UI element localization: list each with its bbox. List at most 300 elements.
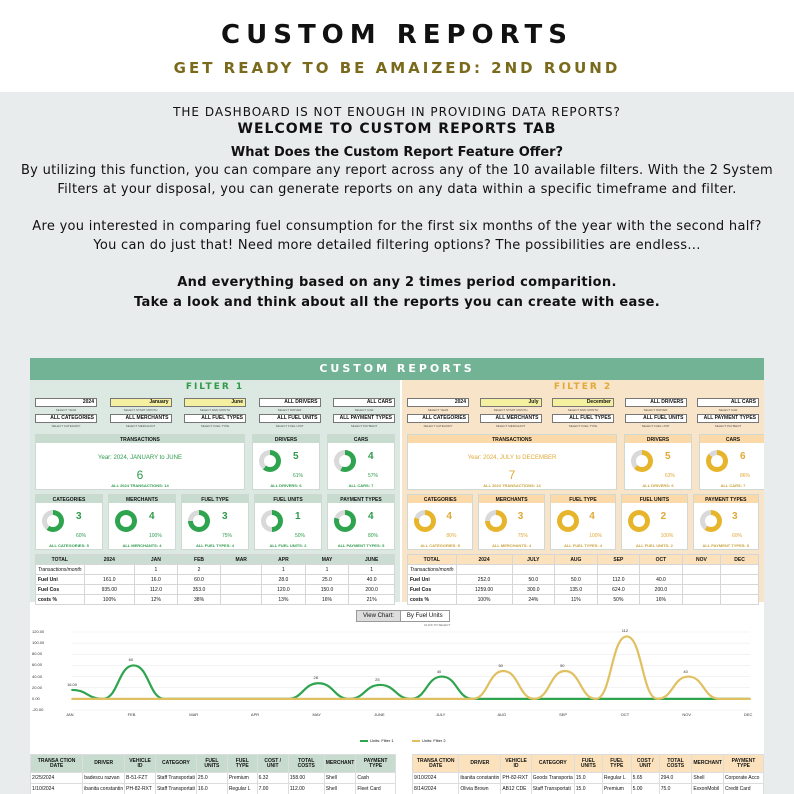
filter1-kpi-value: 3 xyxy=(222,511,228,522)
filter1-transactions-value: 6 xyxy=(136,468,144,482)
filter2-kpi-value: 3 xyxy=(731,511,738,522)
filter2-cell xyxy=(682,575,720,585)
filter2-cell xyxy=(597,565,640,575)
filter2-kpi-footer: ALL FUEL TYPES: 4 xyxy=(563,543,603,548)
table-cell: 7.00 xyxy=(257,784,288,794)
filter2-fuel-units-box xyxy=(621,494,687,550)
data-point xyxy=(472,698,474,700)
filter1-kpi-pct: 60% xyxy=(76,533,87,539)
filter2-year-hint: SELECT YEAR xyxy=(427,408,449,412)
filter2-section xyxy=(402,380,764,602)
filter2-kpi-value: 2 xyxy=(660,511,667,522)
data-point xyxy=(133,698,135,700)
filter1-cell: 16.0 xyxy=(135,575,178,585)
intro-para2: Are you interested in comparing fuel consumption for the first six months of the year with the second half? You can do just that! Need more detailed filtering options? The possibilities are endless... xyxy=(32,219,762,253)
table-cell: Fleet Card xyxy=(356,784,396,794)
filter1-cars-box xyxy=(327,434,395,490)
filter1-cell: 38% xyxy=(177,595,221,605)
sheet-banner: CUSTOM REPORTS xyxy=(30,358,764,380)
filter2-cell: 200.0 xyxy=(640,585,683,595)
filter1-fuel-units-box xyxy=(254,494,322,550)
filter2-cell xyxy=(721,565,759,575)
filter1-start-hint: SELECT START MONTH xyxy=(123,408,158,412)
table-row[interactable] xyxy=(31,784,396,794)
filter2-cell: 16% xyxy=(640,595,683,605)
filter2-row-total: 252.0 xyxy=(456,575,512,585)
filter1-cell: 120.0 xyxy=(262,585,306,595)
legend-swatch xyxy=(412,740,420,742)
filter1-title: FILTER 1 xyxy=(185,382,245,392)
filter2-kpi-pct: 86% xyxy=(740,473,751,479)
table-cell: 25.0 xyxy=(196,773,227,784)
filter1-row-total: 100% xyxy=(84,595,135,605)
filter2-kpi-value: 3 xyxy=(517,511,524,522)
filter2-cell: 50.0 xyxy=(512,575,555,585)
table-cell: ExxonMobil xyxy=(692,784,724,794)
table-cell: Shell xyxy=(692,773,724,784)
filter2-donut-icon xyxy=(631,450,653,472)
table-cell: Olivia Brown xyxy=(459,784,501,794)
filter1-kpi-title: FUEL UNITS xyxy=(255,495,321,503)
table-header-6: COST / UNIT xyxy=(257,755,288,773)
series-line-1 xyxy=(72,665,750,698)
filter2-kpi-title: CARS xyxy=(700,435,764,443)
filter1-cell: 25.0 xyxy=(305,575,349,585)
filter1-units-dropdown[interactable]: ALL FUEL UNITS xyxy=(259,414,321,423)
filter2-kpi-footer: ALL DRIVERS: 6 xyxy=(642,483,674,488)
filter2-kpi-pct: 75% xyxy=(517,533,528,539)
data-label: 60 xyxy=(128,657,134,663)
table-header-7: TOTAL COSTS xyxy=(288,755,324,773)
filter1-donut-icon xyxy=(334,510,356,532)
legend-item xyxy=(360,738,394,743)
legend-swatch xyxy=(360,740,368,742)
filter1-categories-dropdown[interactable]: ALL CATEGORIES xyxy=(35,414,97,423)
filter1-cell xyxy=(221,595,262,605)
table-cell: Premium xyxy=(602,784,631,794)
filter2-row-total xyxy=(456,565,512,575)
filter2-fuel-hint: SELECT FUEL TYPE xyxy=(568,424,598,428)
filter2-month-header: OCT xyxy=(640,555,683,565)
data-point xyxy=(533,698,535,700)
filter1-cell xyxy=(221,585,262,595)
filter2-categories-hint: SELECT CATEGORY xyxy=(423,424,453,428)
x-tick-label: MAR xyxy=(189,712,199,717)
filter1-payment-dropdown[interactable]: ALL PAYMENT TYPES xyxy=(333,414,395,423)
data-point xyxy=(133,665,135,667)
table-row[interactable] xyxy=(31,773,396,784)
table-cell: Staff Transportati xyxy=(531,784,574,794)
filter1-kpi-title: FUEL TYPE xyxy=(182,495,248,503)
filter2-drivers-dropdown[interactable]: ALL DRIVERS xyxy=(625,398,687,407)
filter2-transactions-box xyxy=(407,434,617,490)
filter2-cell: 40.0 xyxy=(640,575,683,585)
table-header-0: TRANSA CTION DATE xyxy=(413,755,459,773)
table-cell: 2/25/2024 xyxy=(31,773,83,784)
filter1-section xyxy=(30,380,400,602)
filter1-cell xyxy=(221,575,262,585)
table-row[interactable] xyxy=(413,773,764,784)
filter2-table-year: 2024 xyxy=(456,555,512,565)
data-label: 112 xyxy=(621,628,629,634)
table-cell: Shell xyxy=(324,784,356,794)
table-header-5: FUEL TYPE xyxy=(227,755,257,773)
intro-para1: By utilizing this function, you can compare any report across any of the 10 available filters. With the 2 System Filters at your disposal, you can generate reports on any data within a specific timeframe and filter. xyxy=(20,163,774,197)
table-cell: 112.00 xyxy=(288,784,324,794)
y-tick-label: 100.00 xyxy=(32,640,45,646)
table-row[interactable] xyxy=(413,784,764,794)
y-tick-label: 60.00 xyxy=(32,662,43,668)
filter2-start-hint: SELECT START MONTH xyxy=(493,408,528,412)
filter1-kpi-value: 4 xyxy=(368,511,374,522)
filter1-cell: 1 xyxy=(135,565,178,575)
filter1-row-label: Fuel Uni xyxy=(36,575,85,585)
custom-reports-sheet xyxy=(30,358,764,794)
data-label: 40 xyxy=(683,668,688,674)
filter1-month-header: FEB xyxy=(177,555,221,565)
filter2-transactions-title: TRANSACTIONS xyxy=(408,435,616,443)
filter1-data-table xyxy=(30,754,396,794)
filter2-kpi-title: FUEL TYPE xyxy=(551,495,615,503)
filter2-cars-dropdown[interactable]: ALL CARS xyxy=(697,398,759,407)
filter1-kpi-footer: ALL FUEL UNITS: 2 xyxy=(269,543,307,548)
data-point xyxy=(687,676,689,678)
y-tick-label: 0.00 xyxy=(32,695,40,701)
table-cell: Staff Transportati xyxy=(155,773,196,784)
filter2-cell: 135.0 xyxy=(555,585,598,595)
table-header-2: VEHICLE ID xyxy=(501,755,531,773)
table-cell: 6.32 xyxy=(257,773,288,784)
filter2-kpi-footer: ALL CATEGORIES: 5 xyxy=(420,543,461,548)
filter2-cell: 624.0 xyxy=(597,585,640,595)
filter2-donut-icon xyxy=(485,510,507,532)
filter2-cell xyxy=(682,565,720,575)
filter1-cell: 150.0 xyxy=(305,585,349,595)
table-cell: 16.0 xyxy=(196,784,227,794)
filter1-transactions-footer: ALL 2024 TRANSACTIONS: 14 xyxy=(111,483,169,488)
filter1-year-dropdown[interactable]: 2024 xyxy=(35,398,97,407)
data-point xyxy=(564,670,566,672)
table-header-7: TOTAL COSTS xyxy=(659,755,692,773)
legend-item xyxy=(412,738,446,743)
table-cell: 158.00 xyxy=(288,773,324,784)
filter2-cell: 50% xyxy=(597,595,640,605)
filter1-categories-box xyxy=(35,494,103,550)
filter2-cell: 11% xyxy=(555,595,598,605)
table-header-9: PAYMENT TYPE xyxy=(723,755,763,773)
table-cell: Corporate Acco xyxy=(723,773,763,784)
x-tick-label: MAY xyxy=(312,712,321,717)
filter1-merchants-dropdown[interactable]: ALL MERCHANTS xyxy=(110,414,172,423)
filter1-kpi-footer: ALL DRIVERS: 6 xyxy=(270,483,302,488)
filter2-kpi-value: 5 xyxy=(665,451,671,462)
filter2-fuel-dropdown[interactable]: ALL FUEL TYPES xyxy=(552,414,614,423)
filter1-kpi-value: 1 xyxy=(295,511,301,522)
legend-label: Units: Filter 1 xyxy=(370,738,394,743)
filter1-cell: 12% xyxy=(135,595,178,605)
filter1-table-year: 2024 xyxy=(84,555,135,565)
data-point xyxy=(256,698,258,700)
filter1-row-total: 161.0 xyxy=(84,575,135,585)
table-cell: 1/10/2024 xyxy=(31,784,83,794)
data-label: 25 xyxy=(375,676,380,682)
view-chart-hint: CLICK TO SELECT xyxy=(424,623,451,627)
filter1-month-header: MAR xyxy=(221,555,262,565)
filter2-kpi-title: FUEL UNITS xyxy=(622,495,686,503)
filter2-cell xyxy=(640,565,683,575)
filter1-donut-icon xyxy=(334,450,356,472)
view-chart-value[interactable]: By Fuel Units xyxy=(406,613,443,619)
table-cell: Regular L xyxy=(602,773,631,784)
data-point xyxy=(194,698,196,700)
y-tick-label: 20.00 xyxy=(32,684,43,690)
data-point xyxy=(564,698,566,700)
legend-label: Units: Filter 2 xyxy=(422,738,446,743)
table-cell: 8/14/2024 xyxy=(413,784,459,794)
table-cell: Staff Transportati xyxy=(155,784,196,794)
filter2-cell xyxy=(555,565,598,575)
filter2-transactions-range: Year: 2024, JULY to DECEMBER xyxy=(467,455,557,461)
filter1-kpi-footer: ALL MERCHANTS: 4 xyxy=(122,543,162,548)
filter1-monthly-table xyxy=(35,554,395,605)
filter1-merchants-box xyxy=(108,494,176,550)
filter2-kpi-pct: 100% xyxy=(589,533,602,539)
filter1-cell: 60.0 xyxy=(177,575,221,585)
filter1-units-hint: SELECT FUEL UNIT xyxy=(275,424,304,428)
x-tick-label: SEP xyxy=(559,712,568,717)
table-header-2: VEHICLE ID xyxy=(125,755,156,773)
data-point xyxy=(657,698,659,700)
filter2-table-total-label: TOTAL xyxy=(408,555,457,565)
data-point xyxy=(503,698,505,700)
filter1-end-dropdown[interactable]: June xyxy=(184,398,246,407)
table-cell: Cash xyxy=(356,773,396,784)
data-point xyxy=(687,698,689,700)
y-tick-label: 80.00 xyxy=(32,651,43,657)
filter2-row-label: Transactions/month xyxy=(408,565,457,575)
data-label: 16.00 xyxy=(67,681,78,687)
table-header-8: MERCHANT xyxy=(692,755,724,773)
filter2-kpi-title: DRIVERS xyxy=(625,435,691,443)
filter2-cell: 50.0 xyxy=(555,575,598,585)
series-line-2 xyxy=(72,636,750,698)
intro-question: What Does the Custom Report Feature Offer? xyxy=(230,145,564,160)
filter1-kpi-title: CARS xyxy=(328,435,394,443)
table-cell: AB12 CDE xyxy=(501,784,531,794)
filter2-kpi-value: 4 xyxy=(589,511,595,522)
filter2-data-table xyxy=(412,754,764,794)
filter2-transactions-footer: ALL 2024 TRANSACTIONS: 14 xyxy=(483,483,541,488)
filter1-kpi-pct: 50% xyxy=(295,533,306,539)
filter1-kpi-title: DRIVERS xyxy=(253,435,319,443)
filter1-donut-icon xyxy=(115,510,137,532)
filter1-month-header: JAN xyxy=(135,555,178,565)
x-tick-label: APR xyxy=(250,712,260,717)
filter1-row-label: costs % xyxy=(36,595,85,605)
filter1-kpi-pct: 80% xyxy=(368,533,379,539)
table-cell: Goods Transporta xyxy=(531,773,574,784)
filter1-donut-icon xyxy=(188,510,210,532)
filter2-kpi-value: 6 xyxy=(740,451,746,462)
y-tick-label: 120.00 xyxy=(32,629,45,634)
filter2-month-header: DEC xyxy=(721,555,759,565)
filter1-transactions-range: Year: 2024, JANUARY to JUNE xyxy=(98,455,182,461)
filter1-transactions-title: TRANSACTIONS xyxy=(36,435,244,443)
filter2-cell xyxy=(682,585,720,595)
filter1-kpi-pct: 57% xyxy=(368,473,379,479)
filter1-categories-hint: SELECT CATEGORY xyxy=(51,424,81,428)
filter1-cell: 112.0 xyxy=(135,585,178,595)
filter2-donut-icon xyxy=(706,450,728,472)
filter1-cell: 16% xyxy=(305,595,349,605)
filter2-donut-icon xyxy=(557,510,579,532)
filter2-merchants-dropdown[interactable]: ALL MERCHANTS xyxy=(480,414,542,423)
filter2-title: FILTER 2 xyxy=(553,382,613,392)
intro-bold1: And everything based on any 2 times period comparition. xyxy=(177,275,617,290)
view-chart-label: View Chart: xyxy=(357,611,401,621)
filter1-kpi-pct: 100% xyxy=(149,533,162,539)
filter1-cell: 1 xyxy=(305,565,349,575)
filter1-fuel-dropdown[interactable]: ALL FUEL TYPES xyxy=(184,414,246,423)
intro-section xyxy=(20,104,774,313)
filter1-payment-types-box xyxy=(327,494,395,550)
filter2-payment-dropdown[interactable]: ALL PAYMENT TYPES xyxy=(697,414,759,423)
filter2-kpi-pct: 63% xyxy=(665,473,676,479)
data-point xyxy=(71,689,73,691)
filter1-transactions-box xyxy=(35,434,245,490)
view-chart-selector[interactable] xyxy=(356,610,450,622)
filter2-payment-types-box xyxy=(693,494,759,550)
filter2-kpi-title: CATEGORIES xyxy=(408,495,472,503)
filter2-categories-dropdown[interactable]: ALL CATEGORIES xyxy=(407,414,469,423)
filter1-cars-dropdown[interactable]: ALL CARS xyxy=(333,398,395,407)
table-cell: Shell xyxy=(324,773,356,784)
filter2-kpi-title: MERCHANTS xyxy=(479,495,543,503)
x-tick-label: FEB xyxy=(127,712,136,717)
x-tick-label: AUG xyxy=(497,712,507,717)
filter1-kpi-value: 3 xyxy=(76,511,82,522)
data-point xyxy=(102,698,104,700)
filter2-kpi-pct: 60% xyxy=(731,533,742,539)
filter2-row-total: 1259.00 xyxy=(456,585,512,595)
data-point xyxy=(318,698,320,700)
x-tick-label: DEC xyxy=(744,712,753,717)
filter1-kpi-footer: ALL CATEGORIES: 5 xyxy=(49,543,89,548)
filter1-kpi-pct: 75% xyxy=(222,533,233,539)
table-cell: Credit Card xyxy=(723,784,763,794)
data-point xyxy=(595,698,597,700)
filter1-start-dropdown[interactable]: January xyxy=(110,398,172,407)
chart-plot-area xyxy=(30,624,764,750)
table-header-1: DRIVER xyxy=(83,755,125,773)
filter2-monthly-table xyxy=(407,554,759,605)
filter2-month-header: NOV xyxy=(682,555,720,565)
filter2-cell: 300.0 xyxy=(512,585,555,595)
table-header-3: CATEGORY xyxy=(531,755,574,773)
data-point xyxy=(164,698,166,700)
filter1-fuel-type-box xyxy=(181,494,249,550)
filter2-month-header: JULY xyxy=(512,555,555,565)
filter1-cell: 28.0 xyxy=(262,575,306,585)
data-point xyxy=(318,682,320,684)
filter2-row-label: Fuel Cos xyxy=(408,585,457,595)
filter1-cell: 21% xyxy=(349,595,395,605)
filter2-payment-hint: SELECT PAYMENT xyxy=(714,424,742,428)
table-cell: 5.65 xyxy=(631,773,659,784)
filter2-units-hint: SELECT FUEL UNIT xyxy=(641,424,670,428)
filter1-table-total-label: TOTAL xyxy=(36,555,85,565)
filter1-kpi-value: 4 xyxy=(368,451,374,462)
table-header-0: TRANSA CTION DATE xyxy=(31,755,83,773)
filter1-row-total: 935.00 xyxy=(84,585,135,595)
filter1-drivers-hint: SELECT DRIVER xyxy=(277,408,302,412)
y-tick-label: 40.00 xyxy=(32,673,43,679)
x-tick-label: JULY xyxy=(435,712,446,717)
page-header xyxy=(0,0,794,92)
data-point xyxy=(441,676,443,678)
filter1-kpi-footer: ALL CARS: 7 xyxy=(348,483,374,488)
filter2-kpi-pct: 80% xyxy=(446,533,457,539)
data-point xyxy=(225,698,227,700)
filter2-cars-hint: SELECT CAR xyxy=(718,408,738,412)
data-label: 50 xyxy=(498,663,503,668)
filter1-cell: 1 xyxy=(262,565,306,575)
data-point xyxy=(410,698,412,700)
filter1-cell: 2 xyxy=(177,565,221,575)
table-header-4: FUEL UNITS xyxy=(196,755,227,773)
filter1-donut-icon xyxy=(259,450,281,472)
x-tick-label: JAN xyxy=(66,712,74,717)
y-tick-label: -20.00 xyxy=(32,707,44,712)
table-cell: 294.0 xyxy=(659,773,692,784)
filter1-month-header: JUNE xyxy=(349,555,395,565)
data-point xyxy=(71,698,73,700)
filter2-merchants-hint: SELECT MERCHANT xyxy=(495,424,526,428)
filter1-kpi-title: CATEGORIES xyxy=(36,495,102,503)
filter2-cell xyxy=(721,595,759,605)
table-cell: ibanita constantin xyxy=(83,784,125,794)
data-label: 50 xyxy=(560,663,565,668)
filter2-merchants-box xyxy=(478,494,544,550)
filter1-cell xyxy=(221,565,262,575)
table-cell: 9/10/2024 xyxy=(413,773,459,784)
filter1-kpi-footer: ALL FUEL TYPES: 4 xyxy=(195,543,235,548)
filter2-donut-icon xyxy=(700,510,722,532)
filter2-kpi-value: 4 xyxy=(446,511,452,522)
filter2-cars-box xyxy=(699,434,764,490)
filter1-cell: 200.0 xyxy=(349,585,395,595)
table-header-8: MERCHANT xyxy=(324,755,356,773)
filter1-cell: 353.0 xyxy=(177,585,221,595)
table-cell: PH-82-RXT xyxy=(125,784,156,794)
filter2-end-dropdown[interactable]: December xyxy=(552,398,614,407)
filter2-transactions-value: 7 xyxy=(508,468,516,482)
filter2-units-dropdown[interactable]: ALL FUEL UNITS xyxy=(625,414,687,423)
filter1-drivers-dropdown[interactable]: ALL DRIVERS xyxy=(259,398,321,407)
filter2-cell xyxy=(721,575,759,585)
filter1-end-hint: SELECT END MONTH xyxy=(199,408,231,412)
filter2-donut-icon xyxy=(414,510,436,532)
filter1-kpi-title: MERCHANTS xyxy=(109,495,175,503)
table-cell: 15.0 xyxy=(574,784,602,794)
filter2-kpi-footer: ALL FUEL UNITS: 2 xyxy=(635,543,673,548)
filter1-cell: 40.0 xyxy=(349,575,395,585)
filter2-start-dropdown[interactable]: July xyxy=(480,398,542,407)
data-point xyxy=(287,698,289,700)
table-header-1: DRIVER xyxy=(459,755,501,773)
filter1-fuel-hint: SELECT FUEL TYPE xyxy=(200,424,230,428)
filter2-year-dropdown[interactable]: 2024 xyxy=(407,398,469,407)
